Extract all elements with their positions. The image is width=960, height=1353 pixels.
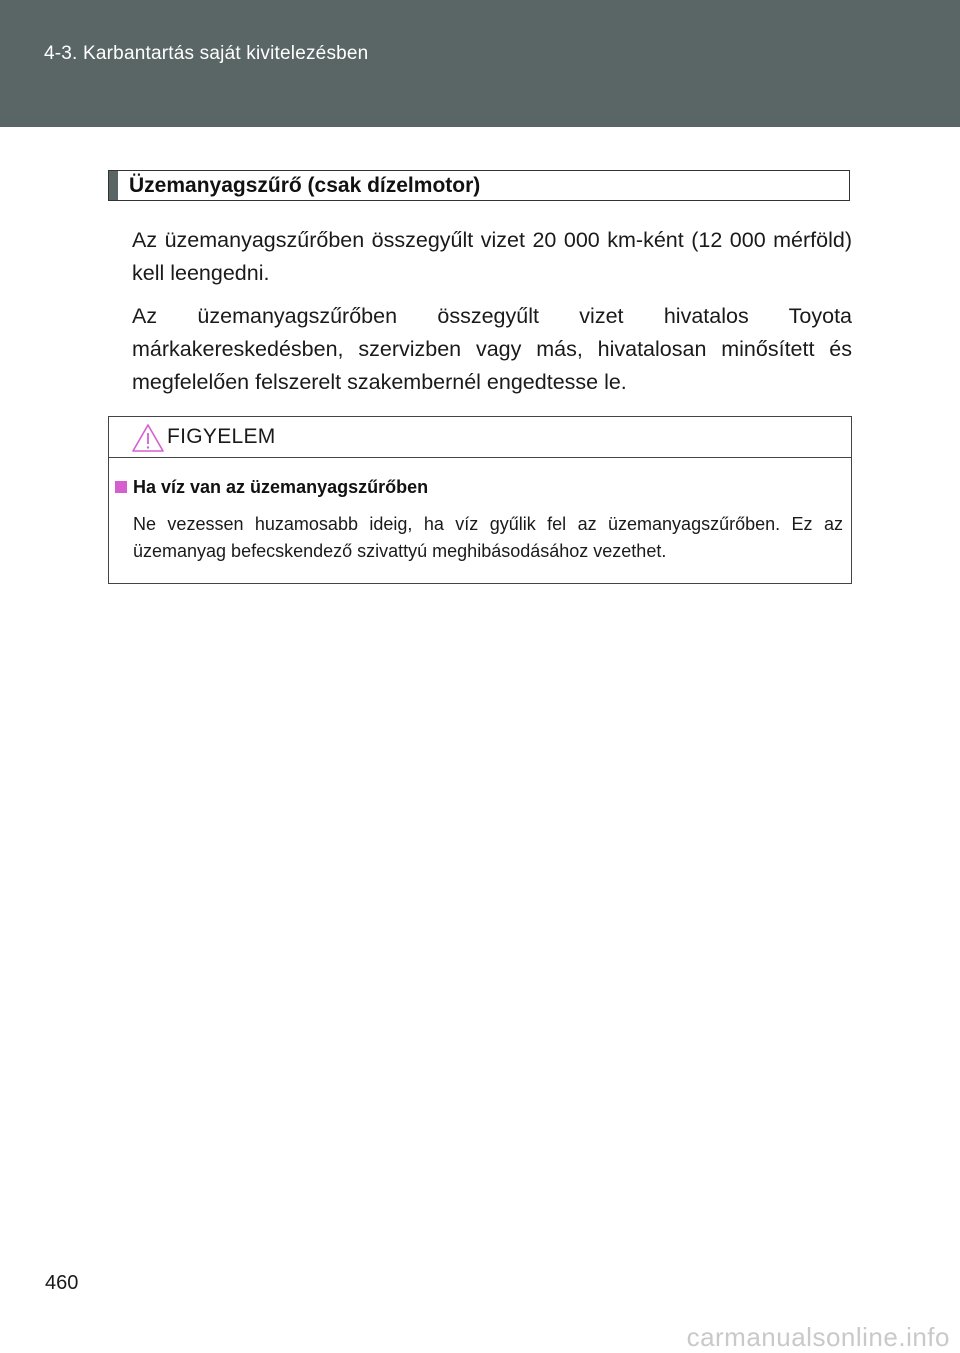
chapter-header-band: [0, 0, 960, 127]
warning-triangle-icon: [131, 423, 165, 453]
section-title: 4-3. Karbantartás saját kivitelezésben: [44, 43, 369, 64]
section-heading: Üzemanyagszűrő (csak dízelmotor): [129, 174, 481, 197]
warning-header: [109, 417, 851, 458]
section-heading-box: [108, 170, 850, 201]
body-paragraph-2: Az üzemanyagszűrőben összegyűlt vizet hivatalos Toyota márkakereskedésben, szervizben vagy más, hivatalosan minősített és megfelelően felszerelt szakembernél engedtesse le.: [132, 304, 852, 394]
watermark: carmanualsonline.info: [686, 1322, 950, 1352]
heading-marker: [109, 171, 118, 200]
page-number: 460: [45, 1272, 79, 1294]
body-paragraph-1: Az üzemanyagszűrőben összegyűlt vizet 20 000 km-ként (12 000 mérföld) kell leengedni.: [132, 228, 852, 285]
warning-title: FIGYELEM: [167, 425, 276, 448]
warning-text: Ne vezessen huzamosabb ideig, ha víz gyűlik fel az üzemanyagszűrőben. Ez az üzemanyag befecskendező szivattyú meghibásodásához vezethet.: [133, 514, 843, 561]
bullet-square-icon: [115, 481, 127, 493]
warning-subheading: [115, 477, 428, 498]
warning-subheading-text: Ha víz van az üzemanyagszűrőben: [133, 477, 429, 497]
warning-box: [108, 416, 852, 584]
